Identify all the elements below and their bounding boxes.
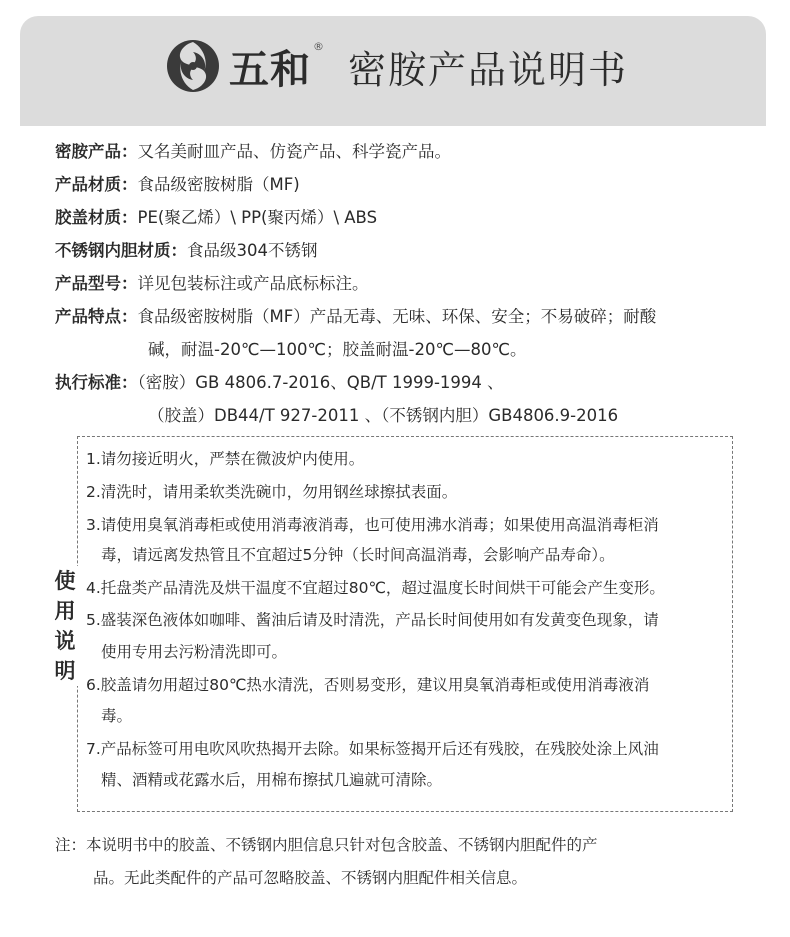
footnote-line-2: 品。无此类配件的产品可忽略胶盖、不锈钢内胆配件相关信息。 <box>93 869 528 887</box>
brand-header <box>165 36 628 96</box>
spec-value: （密胺）GB 4806.7-2016、QB/T 1999-1994 、 <box>137 373 504 392</box>
usage-item: 5.盛装深色液体如咖啡、酱油后请及时清洗，产品长时间使用如有发黄变色现象，请 <box>86 611 659 629</box>
usage-item-cont: 毒。 <box>101 707 133 725</box>
usage-side-char: 使 <box>54 569 76 593</box>
usage-side-label <box>52 566 78 686</box>
spec-value: 食品级304不锈钢 <box>187 241 318 260</box>
usage-side-char: 说 <box>54 629 76 653</box>
usage-side-char: 明 <box>54 659 76 683</box>
usage-item: 2.清洗时，请用柔软类洗碗巾，勿用钢丝球擦拭表面。 <box>86 483 458 501</box>
spec-steel-liner <box>55 240 755 262</box>
wuhe-swirl-logo-icon <box>165 38 221 94</box>
brand-name: 五和 <box>229 46 311 93</box>
spec-lid-material <box>55 207 755 229</box>
spec-standards <box>55 372 755 394</box>
spec-value: 又名美耐皿产品、仿瓷产品、科学瓷产品。 <box>137 142 451 161</box>
spec-model <box>55 273 755 295</box>
spec-features <box>55 306 755 328</box>
spec-label: 不锈钢内胆材质： <box>55 241 187 260</box>
spec-value: 食品级密胺树脂（MF) <box>137 175 300 194</box>
spec-material <box>55 174 755 196</box>
usage-item: 6.胶盖请勿用超过80℃热水清洗，否则易变形，建议用臭氧消毒柜或使用消毒液消 <box>86 676 650 694</box>
spec-value: 食品级密胺树脂（MF）产品无毒、无味、环保、安全；不易破碎；耐酸 <box>137 307 657 326</box>
spec-label: 执行标准： <box>55 373 138 392</box>
spec-label: 产品型号： <box>55 274 138 293</box>
usage-item-cont: 精、酒精或花露水后，用棉布擦拭几遍就可清除。 <box>101 771 443 789</box>
usage-item: 1.请勿接近明火，严禁在微波炉内使用。 <box>86 450 365 468</box>
spec-standards-cont: （胶盖）DB44/T 927-2011 、（不锈钢内胆）GB4806.9-2016 <box>148 406 619 425</box>
spec-label: 胶盖材质： <box>55 208 138 227</box>
spec-value: 详见包装标注或产品底标标注。 <box>137 274 369 293</box>
usage-item: 4.托盘类产品清洗及烘干温度不宜超过80℃，超过温度长时间烘干可能会产生变形。 <box>86 579 665 597</box>
usage-item: 3.请使用臭氧消毒柜或使用消毒液消毒，也可使用沸水消毒；如果使用高温消毒柜消 <box>86 516 659 534</box>
spec-label: 产品特点： <box>55 307 138 326</box>
spec-value: PE(聚乙烯）\ PP(聚丙烯）\ ABS <box>137 208 378 227</box>
registered-mark: ® <box>313 40 324 53</box>
page-title: 密胺产品说明书 <box>348 47 629 92</box>
usage-item: 7.产品标签可用电吹风吹热揭开去除。如果标签揭开后还有残胶，在残胶处涂上风油 <box>86 740 659 758</box>
usage-side-char: 用 <box>54 599 76 623</box>
spec-melamine <box>55 141 755 163</box>
usage-item-cont: 使用专用去污粉清洗即可。 <box>101 643 288 661</box>
spec-features-cont: 碱，耐温-20℃—100℃；胶盖耐温-20℃—80℃。 <box>148 340 527 359</box>
footnote-line-1: 注：本说明书中的胶盖、不锈钢内胆信息只针对包含胶盖、不锈钢内胆配件的产 <box>55 836 598 854</box>
usage-item-cont: 毒，请远离发热管且不宜超过5分钟（长时间高温消毒，会影响产品寿命）。 <box>101 546 615 564</box>
spec-label: 密胺产品： <box>55 142 138 161</box>
spec-label: 产品材质： <box>55 175 138 194</box>
